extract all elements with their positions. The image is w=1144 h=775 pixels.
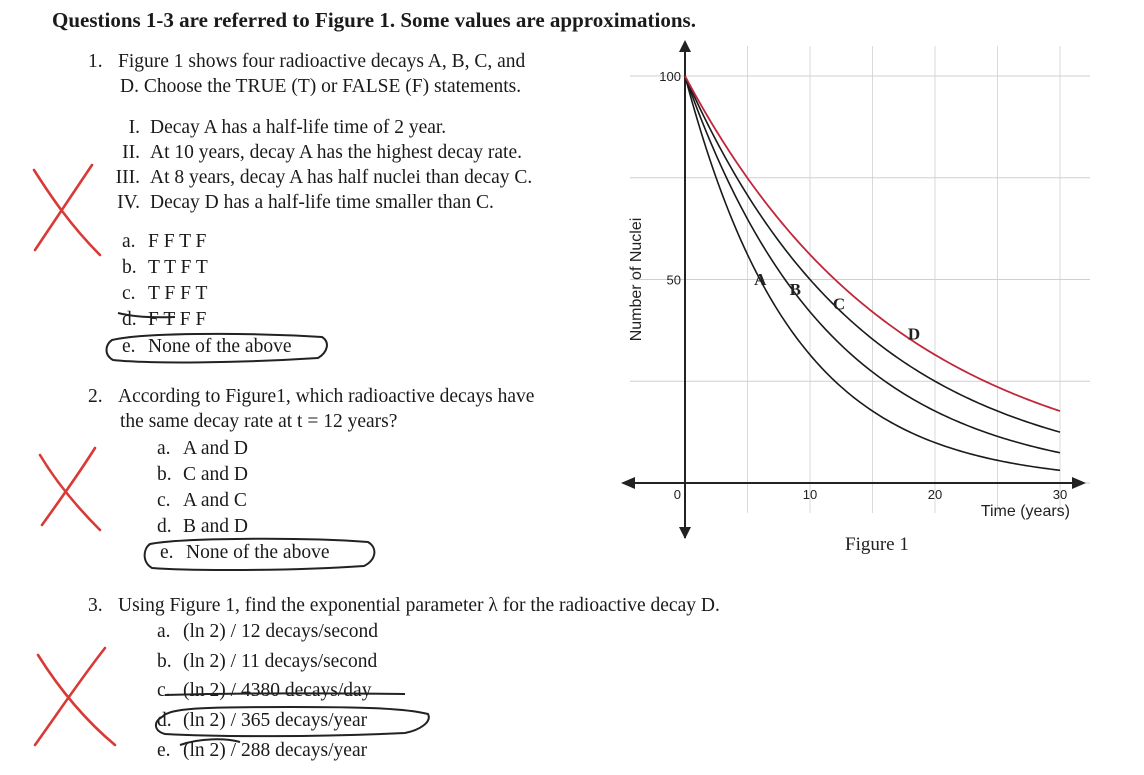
- question-1-text-1: Figure 1 shows four radioactive decays A, B, C, and: [118, 51, 526, 72]
- statement-3: III. At 8 years, decay A has half nuclei than decay C.: [115, 167, 533, 188]
- x-tick-label: 30: [1052, 487, 1068, 502]
- question-2-text-1: According to Figure1, which radioactive decays have: [118, 386, 535, 407]
- q2-option-a[interactable]: a. A and D: [157, 438, 248, 459]
- x-axis-arrow-left: [621, 477, 635, 489]
- question-3-text-1: Using Figure 1, find the exponential parameter λ for the radioactive decay D.: [118, 595, 720, 616]
- question-3-number: 3.: [88, 595, 103, 616]
- question-2-line2: the same decay rate at t = 12 years?: [120, 411, 398, 432]
- curve-label-b: B: [789, 280, 801, 300]
- question-3-line1: [88, 595, 720, 617]
- q2-option-d[interactable]: d. B and D: [157, 516, 248, 537]
- y-tick-label: 100: [659, 69, 681, 84]
- q3-option-c[interactable]: c. (ln 2) / 4380 decays/day: [157, 680, 372, 701]
- figure-1-chart: [615, 38, 1095, 558]
- wrong-mark-q3: [35, 648, 115, 745]
- q1-option-c[interactable]: c. T F F T: [122, 283, 208, 304]
- statement-4: IV. Decay D has a half-life time smaller than C.: [117, 192, 494, 213]
- curve-label-a: A: [754, 269, 767, 289]
- x-tick-label: 20: [927, 487, 943, 502]
- q1-option-d[interactable]: d. F T F F: [122, 309, 207, 330]
- y-tick-label: 50: [666, 272, 681, 288]
- q2-option-e[interactable]: e. None of the above: [160, 542, 330, 563]
- curve-label-c: C: [832, 294, 846, 314]
- question-1-line1: [88, 51, 525, 73]
- y-axis-label: Number of Nuclei: [628, 217, 645, 342]
- q3-option-a[interactable]: a. (ln 2) / 12 decays/second: [157, 621, 378, 642]
- q3-option-e[interactable]: e. (ln 2) / 288 decays/year: [157, 740, 368, 761]
- y-axis-arrow-up: [679, 40, 691, 52]
- curve-label-d: D: [907, 324, 921, 344]
- instructions-header: Questions 1-3 are referred to Figure 1. Some values are approximations.: [52, 8, 696, 32]
- question-2-number: 2.: [88, 386, 103, 407]
- q3-option-d[interactable]: d. (ln 2) / 365 decays/year: [157, 710, 368, 731]
- statement-1: I. Decay A has a half-life time of 2 year.: [128, 117, 447, 138]
- x-axis-arrow-right: [1072, 477, 1086, 489]
- statement-2: II. At 10 years, decay A has the highest decay rate.: [122, 142, 522, 163]
- q3-option-b[interactable]: b. (ln 2) / 11 decays/second: [157, 651, 378, 672]
- q1-option-e[interactable]: e. None of the above: [122, 336, 292, 357]
- y-tick-label: 0: [673, 487, 681, 502]
- question-1-line2: D. Choose the TRUE (T) or FALSE (F) statements.: [120, 76, 522, 97]
- y-axis-arrow-down: [679, 527, 691, 539]
- wrong-mark-q1: [34, 165, 100, 255]
- x-axis-label: Time (years): [980, 503, 1070, 520]
- q1-option-a[interactable]: a. F F T F: [122, 231, 207, 252]
- q1-option-b[interactable]: b. T T F T: [122, 257, 208, 278]
- x-tick-label: 10: [802, 487, 818, 502]
- q2-option-b[interactable]: b. C and D: [157, 464, 248, 485]
- wrong-mark-q2: [40, 448, 100, 530]
- q2-option-c[interactable]: c. A and C: [157, 490, 247, 511]
- figure-caption: Figure 1: [845, 534, 909, 555]
- question-1-number: 1.: [88, 51, 103, 72]
- question-2-line1: [88, 386, 534, 408]
